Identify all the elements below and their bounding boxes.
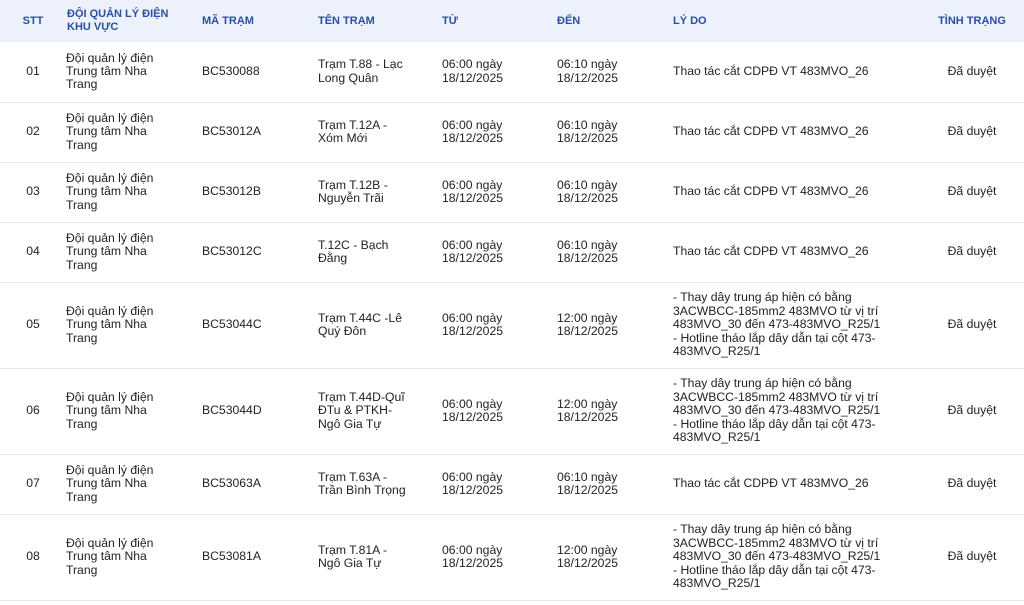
cell-station-code-text: BC53063A [202, 476, 261, 491]
cell-status [920, 514, 1024, 600]
table-row [0, 102, 1024, 162]
cell-station-code [202, 222, 318, 282]
cell-to [557, 162, 673, 222]
cell-station-code [202, 42, 318, 102]
cell-reason [673, 162, 920, 222]
cell-station-name-text: Trạm T.12A -Xóm Mới [318, 117, 388, 145]
cell-stt-text: 05 [26, 317, 40, 332]
cell-unit [66, 514, 202, 600]
cell-unit-text: Đội quản lý điện Trung tâm Nha Trang [66, 303, 154, 345]
table-row [0, 368, 1024, 454]
cell-reason-text: Thao tác cắt CDPĐ VT 483MVO_26 [673, 244, 869, 259]
cell-station-code [202, 368, 318, 454]
header-unit-label: ĐỘI QUẢN LÝ ĐIỆN KHU VỰC [67, 8, 169, 33]
cell-unit [66, 454, 202, 514]
header-station-name: TÊN TRẠM [318, 14, 375, 27]
cell-to-text: 06:10 ngày 18/12/2025 [557, 177, 618, 205]
cell-reason [673, 514, 920, 600]
cell-to [557, 222, 673, 282]
cell-from [442, 102, 557, 162]
cell-reason [673, 282, 920, 368]
cell-station-name [318, 282, 442, 368]
cell-from-text: 06:00 ngày 18/12/2025 [442, 177, 503, 205]
cell-station-code-text: BC53044D [202, 403, 262, 418]
cell-status [920, 368, 1024, 454]
cell-from-text: 06:00 ngày 18/12/2025 [442, 469, 503, 497]
cell-unit [66, 368, 202, 454]
cell-reason-text: - Thay dây trung áp hiện có bằng 3ACWBCC-185mm2 483MVO từ vị trí 483MVO_30 đến 473-483MVO_R25/1 - Hotline tháo lắp dây dẫn tại cột 473-483MVO_R25/1 [673, 290, 881, 359]
cell-status [920, 222, 1024, 282]
cell-from [442, 514, 557, 600]
cell-station-name [318, 42, 442, 102]
cell-station-name-text: Trạm T.63A - Trần Bình Trọng [318, 469, 406, 497]
cell-from-text: 06:00 ngày 18/12/2025 [442, 237, 503, 265]
cell-from-text: 06:00 ngày 18/12/2025 [442, 542, 503, 570]
cell-from [442, 42, 557, 102]
cell-stt-text: 01 [26, 64, 40, 79]
cell-station-code [202, 514, 318, 600]
cell-from [442, 282, 557, 368]
cell-from-text: 06:00 ngày 18/12/2025 [442, 117, 503, 145]
cell-reason-text: Thao tác cắt CDPĐ VT 483MVO_26 [673, 124, 869, 139]
cell-reason [673, 222, 920, 282]
cell-reason-text: Thao tác cắt CDPĐ VT 483MVO_26 [673, 64, 869, 79]
cell-unit [66, 282, 202, 368]
cell-unit-text: Đội quản lý điện Trung tâm Nha Trang [66, 170, 154, 212]
cell-from-text: 06:00 ngày 18/12/2025 [442, 57, 503, 85]
cell-station-name-text: Trạm T.88 - Lạc Long Quân [318, 57, 403, 85]
cell-to-text: 06:10 ngày 18/12/2025 [557, 469, 618, 497]
cell-status [920, 454, 1024, 514]
cell-status-text: Đã duyệt [947, 64, 997, 79]
cell-stt [0, 162, 66, 222]
table-body [0, 42, 1024, 600]
cell-stt [0, 102, 66, 162]
cell-station-code [202, 282, 318, 368]
cell-stt-text: 03 [26, 184, 40, 199]
cell-unit-text: Đội quản lý điện Trung tâm Nha Trang [66, 230, 154, 272]
cell-reason [673, 102, 920, 162]
cell-status-text: Đã duyệt [947, 317, 997, 332]
cell-stt [0, 282, 66, 368]
cell-reason-text: - Thay dây trung áp hiện có bằng 3ACWBCC-185mm2 483MVO từ vị trí 483MVO_30 đến 473-483MVO_R25/1 - Hotline tháo lắp dây dẫn tại cột 473-483MVO_R25/1 [673, 376, 881, 445]
cell-status-text: Đã duyệt [947, 124, 997, 139]
cell-reason [673, 454, 920, 514]
cell-stt-text: 08 [26, 549, 40, 564]
cell-to [557, 42, 673, 102]
cell-reason-text: Thao tác cắt CDPĐ VT 483MVO_26 [673, 476, 869, 491]
cell-unit [66, 162, 202, 222]
cell-reason-text: - Thay dây trung áp hiện có bằng 3ACWBCC-185mm2 483MVO từ vị trí 483MVO_30 đến 473-483MVO_R25/1 - Hotline tháo lắp dây dẫn tại cột 473-483MVO_R25/1 [673, 522, 881, 591]
cell-to [557, 102, 673, 162]
cell-unit-text: Đội quản lý điện Trung tâm Nha Trang [66, 462, 154, 504]
cell-station-code [202, 162, 318, 222]
cell-status [920, 42, 1024, 102]
cell-unit-text: Đội quản lý điện Trung tâm Nha Trang [66, 535, 154, 577]
header-row [0, 0, 1024, 42]
cell-to [557, 368, 673, 454]
cell-station-name [318, 454, 442, 514]
table-row [0, 454, 1024, 514]
cell-status [920, 162, 1024, 222]
cell-station-name [318, 102, 442, 162]
cell-station-name-text: Trạm T.44D-Quĩ ĐTu & PTKH-Ngô Gia Tự [318, 389, 405, 431]
header-to: ĐẾN [557, 14, 581, 27]
cell-to-text: 12:00 ngày 18/12/2025 [557, 396, 618, 424]
cell-to-text: 06:10 ngày 18/12/2025 [557, 57, 618, 85]
cell-unit [66, 222, 202, 282]
cell-stt [0, 42, 66, 102]
cell-unit-text: Đội quản lý điện Trung tâm Nha Trang [66, 110, 154, 152]
cell-from [442, 368, 557, 454]
cell-status-text: Đã duyệt [947, 476, 997, 491]
table-row [0, 222, 1024, 282]
cell-to [557, 514, 673, 600]
cell-reason-text: Thao tác cắt CDPĐ VT 483MVO_26 [673, 184, 869, 199]
header-stt: STT [22, 14, 44, 27]
cell-station-name-text: Trạm T.81A - Ngô Gia Tự [318, 542, 388, 570]
header-station-code: MÃ TRẠM [202, 14, 254, 27]
cell-station-name-text: Trạm T.12B - Nguyễn Trãi [318, 177, 388, 205]
cell-from [442, 454, 557, 514]
cell-station-code [202, 102, 318, 162]
cell-status [920, 102, 1024, 162]
header-status: TÌNH TRẠNG [938, 14, 1006, 27]
table-row [0, 282, 1024, 368]
cell-station-code-text: BC53081A [202, 549, 261, 564]
cell-to [557, 282, 673, 368]
table-row [0, 42, 1024, 102]
header-from: TỪ [442, 14, 458, 27]
cell-station-name [318, 162, 442, 222]
header-unit [66, 0, 202, 42]
cell-stt [0, 222, 66, 282]
cell-to-text: 06:10 ngày 18/12/2025 [557, 237, 618, 265]
cell-to-text: 12:00 ngày 18/12/2025 [557, 542, 618, 570]
table-row [0, 514, 1024, 600]
cell-station-name [318, 222, 442, 282]
cell-unit-text: Đội quản lý điện Trung tâm Nha Trang [66, 389, 154, 431]
header-reason: LÝ DO [673, 14, 707, 27]
cell-to-text: 06:10 ngày 18/12/2025 [557, 117, 618, 145]
cell-from-text: 06:00 ngày 18/12/2025 [442, 396, 503, 424]
cell-from-text: 06:00 ngày 18/12/2025 [442, 310, 503, 338]
cell-station-name [318, 514, 442, 600]
cell-stt-text: 02 [26, 124, 40, 139]
cell-station-code-text: BC53044C [202, 317, 262, 332]
cell-station-code-text: BC53012A [202, 124, 261, 139]
cell-stt-text: 06 [26, 403, 40, 418]
table-row [0, 162, 1024, 222]
cell-from [442, 162, 557, 222]
cell-stt [0, 368, 66, 454]
cell-reason [673, 42, 920, 102]
cell-station-code [202, 454, 318, 514]
cell-from [442, 222, 557, 282]
cell-station-name [318, 368, 442, 454]
cell-status-text: Đã duyệt [947, 184, 997, 199]
cell-unit [66, 42, 202, 102]
cell-station-name-text: T.12C - Bạch Đằng [318, 237, 389, 265]
cell-to [557, 454, 673, 514]
table-header [0, 0, 1024, 42]
cell-reason [673, 368, 920, 454]
cell-to-text: 12:00 ngày 18/12/2025 [557, 310, 618, 338]
cell-unit-text: Đội quản lý điện Trung tâm Nha Trang [66, 50, 154, 92]
cell-unit [66, 102, 202, 162]
cell-station-code-text: BC53012C [202, 244, 262, 259]
cell-stt [0, 514, 66, 600]
cell-station-name-text: Trạm T.44C -Lê Quý Đôn [318, 310, 402, 338]
cell-status-text: Đã duyệt [947, 549, 997, 564]
cell-station-code-text: BC53012B [202, 184, 261, 199]
cell-stt [0, 454, 66, 514]
cell-status-text: Đã duyệt [947, 403, 997, 418]
cell-status [920, 282, 1024, 368]
cell-status-text: Đã duyệt [947, 244, 997, 259]
cell-stt-text: 07 [26, 476, 40, 491]
cell-stt-text: 04 [26, 244, 40, 259]
cell-station-code-text: BC530088 [202, 64, 260, 79]
